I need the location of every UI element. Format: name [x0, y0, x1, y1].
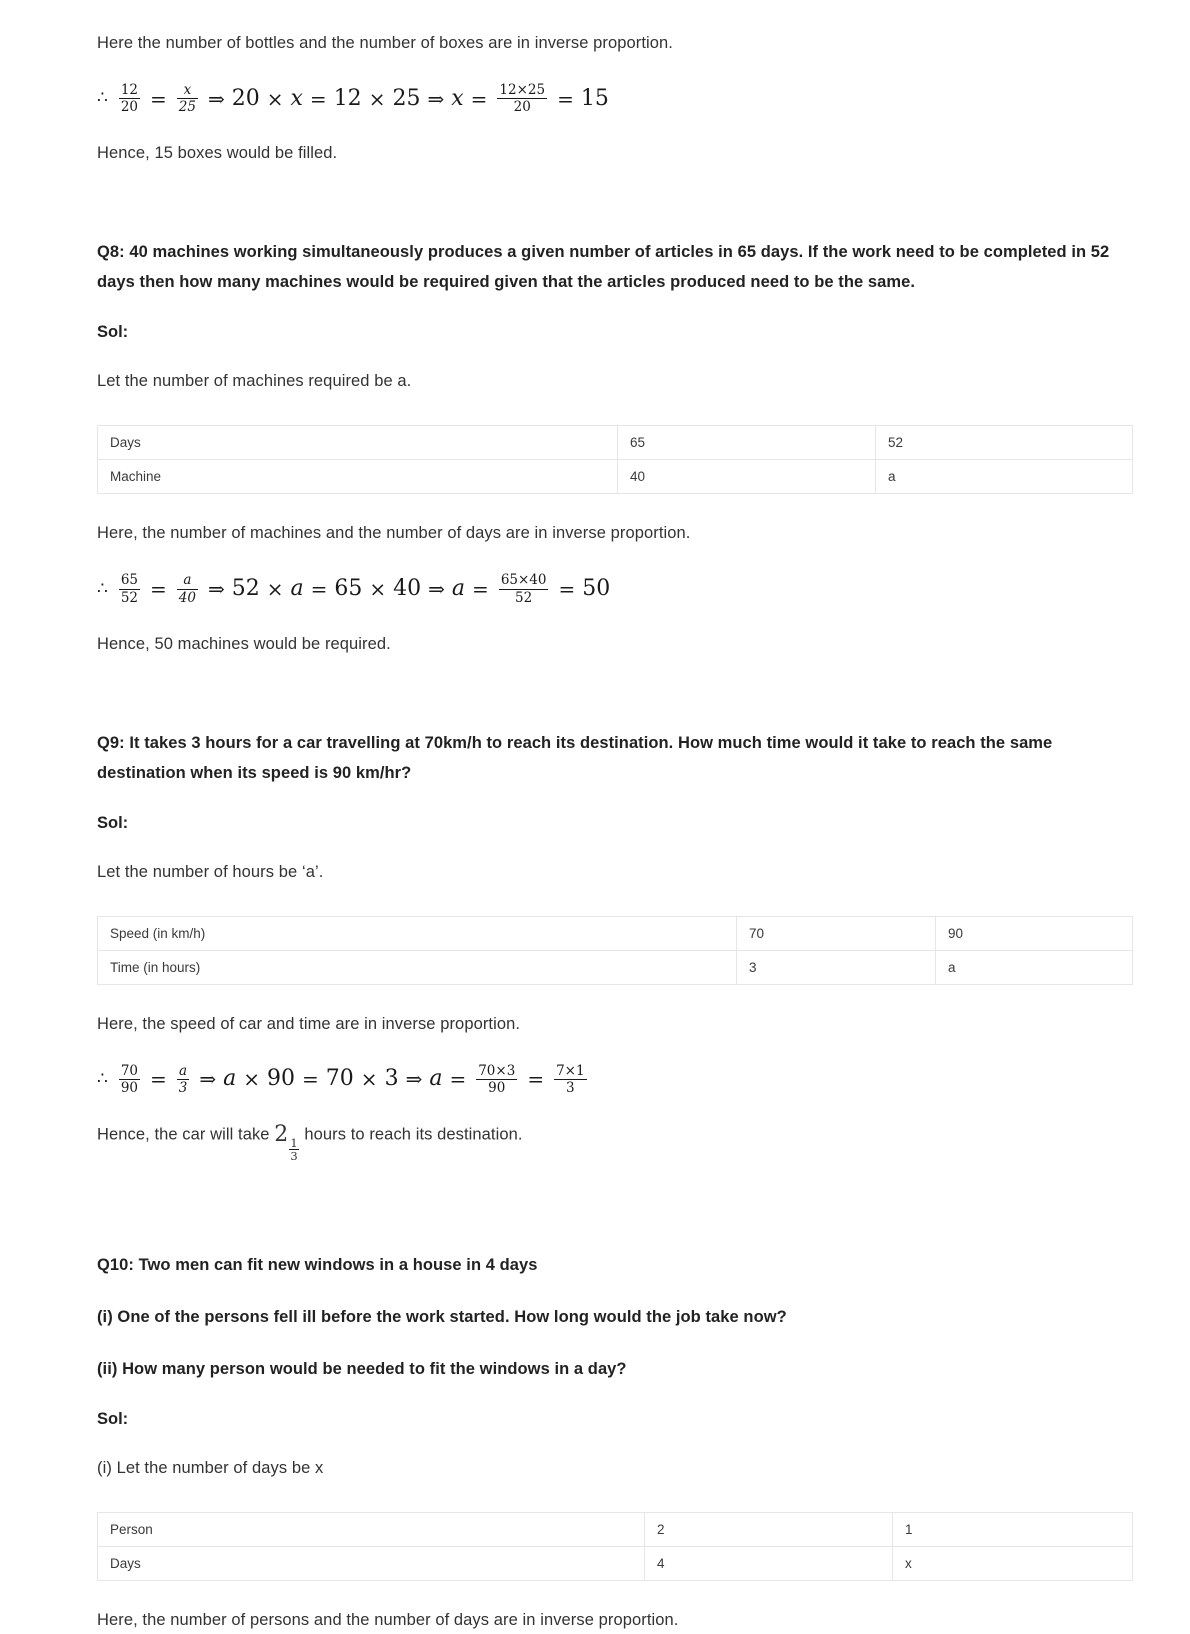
fraction-12-20: $\frac{12}{20}$ [120, 82, 139, 116]
q9-conclusion-before: Hence, the car will take [97, 1125, 275, 1144]
result-50: 50 [582, 576, 611, 602]
cell-label: Days [98, 426, 618, 460]
equals-3: = [472, 577, 489, 602]
fraction-70x3-90: $\frac{70\times 3}{90}$ [478, 1062, 516, 1096]
implies-1: ⇒ [199, 1067, 217, 1092]
term-65: 65 [334, 576, 363, 602]
q9-proportion-line: Here, the speed of car and time are in inverse proportion. [97, 1014, 521, 1033]
q10-part-ii: (ii) How many person would be needed to fit the windows in a day? [97, 1359, 627, 1378]
equals-4: = [557, 86, 574, 111]
cell-value-1: 4 [645, 1546, 893, 1580]
fraction-65x40-52: $\frac{65\times 40}{52}$ [500, 572, 547, 606]
q9-conclusion [97, 1121, 1133, 1162]
equals-4: = [527, 1067, 545, 1092]
q8-sol-label: Sol: [97, 323, 129, 342]
cell-value-1: 3 [737, 950, 936, 984]
document-content [97, 0, 1133, 1634]
implies-2: ⇒ [427, 86, 445, 111]
equals-3: = [449, 1067, 467, 1092]
cell-value-2: 52 [876, 426, 1133, 460]
q7-conclusion: Hence, 15 boxes would be filled. [97, 144, 338, 163]
cell-label: Speed (in km/h) [98, 916, 737, 950]
therefore-symbol: ∴ [97, 88, 108, 109]
term-a-2: a [451, 576, 466, 602]
q10-let-line: (i) Let the number of days be x [97, 1458, 324, 1477]
q10-sol-label: Sol: [97, 1409, 129, 1428]
q10-proportion-line: Here, the number of persons and the number of days are in inverse proportion. [97, 1610, 679, 1629]
equals-2: = [310, 577, 328, 602]
term-90: 90 [267, 1066, 296, 1092]
table-row [98, 916, 1133, 950]
cell-value-1: 70 [737, 916, 936, 950]
fraction-a-3: $\frac{a}{3}$ [178, 1062, 188, 1096]
cell-value-1: 2 [645, 1512, 893, 1546]
table-row [98, 460, 1133, 494]
q8-equation [97, 573, 1133, 604]
times-2: × [368, 86, 386, 111]
fraction-x-25: $\frac{x}{25}$ [178, 82, 196, 116]
equals-1: = [150, 86, 167, 111]
q9-sol-label: Sol: [97, 813, 129, 832]
cell-label: Machine [98, 460, 618, 494]
cell-label: Days [98, 1546, 645, 1580]
term-40: 40 [393, 576, 422, 602]
equals-2: = [309, 86, 327, 111]
q10-table [97, 1512, 1133, 1581]
times-2: × [360, 1067, 378, 1092]
q7-equation [97, 83, 1133, 114]
implies-1: ⇒ [207, 577, 225, 602]
cell-label: Person [98, 1512, 645, 1546]
table-row [98, 950, 1133, 984]
q9-equation [97, 1064, 1133, 1095]
q8-question: Q8: 40 machines working simultaneously produces a given number of articles in 65 days. If the work need to be completed in 52 days then how many machines would be required given that the articles produced need to be the same. [97, 243, 1110, 292]
table-row [98, 1546, 1133, 1580]
times-1: × [266, 86, 284, 111]
times-2: × [369, 577, 387, 602]
result-15: 15 [580, 85, 609, 111]
q9-question: Q9: It takes 3 hours for a car travelling at 70km/h to reach its destination. How much time would it take to reach the same destination when its speed is 90 km/hr? [97, 733, 1053, 782]
cell-value-2: x [893, 1546, 1133, 1580]
term-52: 52 [231, 576, 260, 602]
table-row [98, 1512, 1133, 1546]
therefore-symbol: ∴ [97, 1068, 108, 1089]
cell-value-1: 65 [618, 426, 876, 460]
q8-proportion-line: Here, the number of machines and the number of days are in inverse proportion. [97, 524, 691, 543]
mixed-number-whole: 2 [274, 1122, 289, 1148]
implies-2: ⇒ [428, 577, 445, 602]
equals-3: = [470, 86, 488, 111]
q8-conclusion: Hence, 50 machines would be required. [97, 634, 391, 653]
cell-value-2: 1 [893, 1512, 1133, 1546]
term-a-2: a [429, 1066, 443, 1092]
fraction-a-40: $\frac{a}{40}$ [178, 572, 196, 606]
cell-label: Time (in hours) [98, 950, 737, 984]
table-row [98, 426, 1133, 460]
term-a-1: a [223, 1066, 237, 1092]
implies-2: ⇒ [405, 1067, 423, 1092]
term-x-2: x [451, 85, 464, 111]
q9-let-line: Let the number of hours be ‘a’. [97, 862, 324, 881]
equals-1: = [150, 1067, 167, 1092]
cell-value-1: 40 [618, 460, 876, 494]
mixed-number-fraction: $\frac{1}{3}$ [290, 1135, 298, 1163]
fraction-7x1-3: $\frac{7\times 1}{3}$ [556, 1062, 585, 1096]
q7-proportion-line: Here the number of bottles and the number of boxes are in inverse proportion. [97, 34, 673, 52]
q9-table [97, 916, 1133, 985]
q9-conclusion-after: hours to reach its destination. [299, 1125, 523, 1144]
term-3: 3 [384, 1066, 399, 1092]
equals-4: = [558, 577, 576, 602]
term-x-1: x [290, 85, 303, 111]
equals-1: = [150, 577, 167, 602]
equals-2: = [302, 1067, 319, 1092]
fraction-70-90: $\frac{70}{90}$ [120, 1062, 139, 1096]
q10-part-i: (i) One of the persons fell ill before the work started. How long would the job take now? [97, 1307, 787, 1326]
term-20: 20 [231, 85, 260, 111]
cell-value-2: a [876, 460, 1133, 494]
implies-1: ⇒ [207, 86, 225, 111]
fraction-65-52: $\frac{65}{52}$ [120, 572, 139, 606]
q8-let-line: Let the number of machines required be a. [97, 372, 412, 391]
term-a-1: a [290, 576, 304, 602]
q8-table [97, 425, 1133, 494]
times-1: × [243, 1067, 261, 1092]
q10-question: Q10: Two men can fit new windows in a house in 4 days [97, 1255, 538, 1274]
term-12: 12 [333, 85, 362, 111]
cell-value-2: a [936, 950, 1133, 984]
term-25: 25 [392, 85, 421, 111]
fraction-12x25-20: $\frac{12\times 25}{20}$ [499, 82, 546, 116]
cell-value-2: 90 [936, 916, 1133, 950]
term-70: 70 [325, 1066, 354, 1092]
times-1: × [266, 577, 284, 602]
therefore-symbol: ∴ [97, 578, 108, 599]
